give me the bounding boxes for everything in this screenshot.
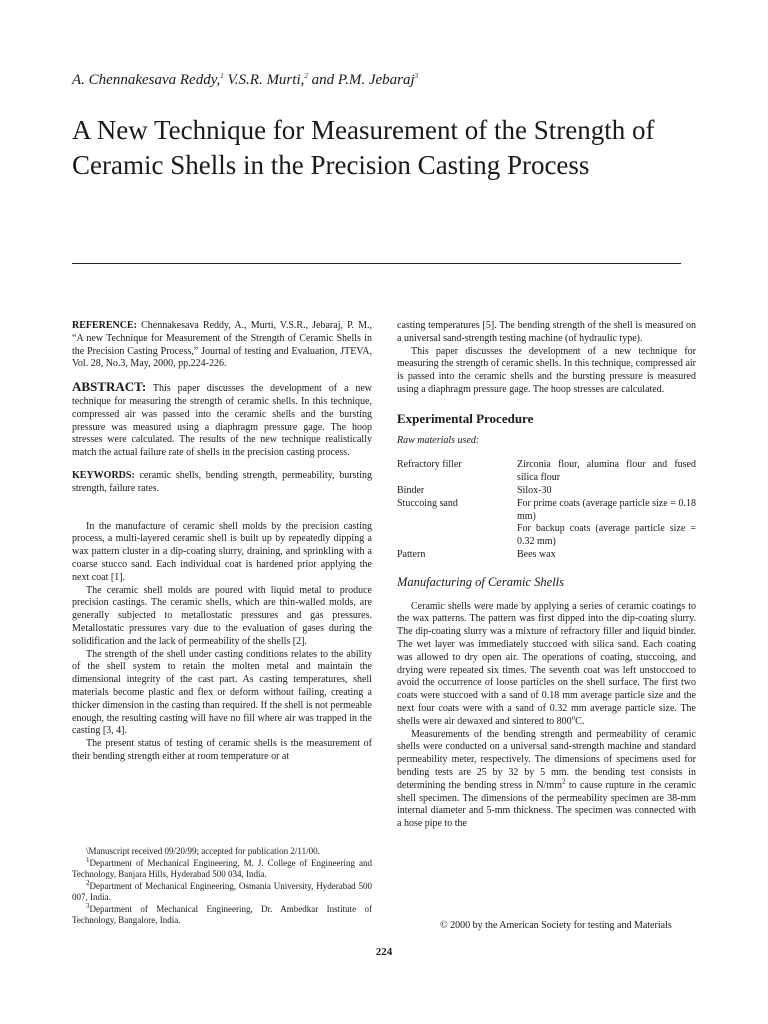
left-column	[72, 320, 372, 764]
material-name: Stuccoing sand	[397, 497, 458, 509]
author-line	[72, 72, 418, 89]
footnote-3	[72, 901, 372, 927]
manufacturing-paragraph-1	[397, 601, 696, 729]
table-row	[397, 459, 696, 485]
intro-purpose-paragraph: This paper discusses the development of a new technique for measuring the strength of ceramic shells. In this technique, compressed air is passed into the ceramic shells and the bursting pressure is measured using a diaphragm pressure gage. The hoop stresses are calculated.	[397, 345, 696, 395]
page-number: 224	[375, 946, 393, 958]
subsection-heading-manufacturing: Manufacturing of Ceramic Shells	[397, 574, 564, 589]
intro-paragraph-1: In the manufacture of ceramic shell molds by the precision casting process, a multi-layered ceramic shell is built up by repeatedly dipping a wax pattern cluster in a dip-coating slurry, draining, and sprinkling with a coarse stucco sand. Each individual coat is hardened prior applying the next coat [1].	[72, 520, 372, 583]
footnote-1-mark: 1	[86, 855, 90, 864]
manufacturing-text-2a: Measurements of the bending strength and permeability of ceramic shells were conducted on a universal sand-strength machine and standard permeability meter, respectively. The dimensions of specimens used for bending tests are 25 by 32 by 5 mm. the bending test consists in determining the bending stress in N/mm	[397, 728, 696, 791]
intro-paragraph-4: The present status of testing of ceramic shells is the measurement of their bending strength either at room temperature or at	[72, 738, 372, 762]
material-value: Zirconia flour, alumina flour and fused silica flour	[517, 459, 696, 484]
manuscript-received-note: \Manuscript received 09/20/99; accepted for publication 2/11/00.	[86, 846, 320, 856]
reference-label: REFERENCE:	[72, 320, 138, 331]
section-heading-experimental: Experimental Procedure	[397, 410, 534, 426]
author-2-affil: 2	[304, 72, 308, 80]
degree-sup: o	[571, 713, 576, 722]
keywords-text: ceramic shells, bending strength, permeability, bursting strength, failure rates.	[72, 469, 372, 494]
author-3-affil: 3	[414, 72, 419, 80]
intro-paragraph-3: The strength of the shell under casting conditions relates to the ability of the shell system to retain the molten metal and maintain the dimensional integrity of the cast part. As casting temperatures, shell materials become plastic and flex or deform without failing, creating a thicker dimension in the casting than required. If the shell is not permeable enough, the resulting casting will have no fill where air was trapped in the casting [3, 4].	[72, 648, 372, 737]
intro-paragraph-2: The ceramic shell molds are poured with liquid metal to produce precision castings. The ceramic shells, which are thin-walled molds, are generally subjected to metallostatic pressures and gas pressures. Metallostatic pressures vary due to the evaluation of gases during the solidification and the lack of permeability of the shells [2].	[72, 584, 372, 647]
abstract-label: ABSTRACT:	[72, 379, 147, 395]
author-1-affil: 1	[220, 72, 224, 80]
squared-sup: 2	[562, 777, 566, 786]
footnote-1-text: Department of Mechanical Engineering, M. J. College of Engineering and Technology, Banjara Hills, Hyderabad 500 034, India.	[72, 857, 372, 879]
footnote-2-text: Department of Mechanical Engineering, Osmania University, Hyderabad 500 007, India.	[72, 880, 372, 902]
reference-paragraph	[72, 320, 372, 371]
keywords-paragraph	[72, 470, 372, 496]
material-value: Silox-30	[517, 484, 552, 496]
material-value: For prime coats (average particle size = 0.18 mm)	[517, 497, 696, 522]
abstract-paragraph	[72, 381, 372, 460]
raw-materials-table	[397, 459, 696, 561]
material-name: Pattern	[397, 548, 426, 560]
table-row	[397, 485, 696, 498]
table-row	[397, 523, 696, 549]
material-value: Bees wax	[517, 548, 556, 560]
footnote-2-mark: 2	[86, 878, 90, 887]
footnote-1	[72, 855, 372, 881]
footnote-2	[72, 878, 372, 904]
manufacturing-paragraph-2	[397, 729, 696, 831]
table-row	[397, 549, 696, 562]
author-3: and P.M. Jebaraj	[307, 72, 415, 88]
manufacturing-text-1b: C.	[575, 715, 585, 727]
table-row	[397, 498, 696, 524]
footnote-3-mark: 3	[86, 901, 90, 910]
title-rule	[72, 263, 681, 264]
material-name	[397, 523, 517, 549]
paper-title: A New Technique for Measurement of the Strength of Ceramic Shells in the Precision Casting Process	[72, 115, 655, 180]
footnote-3-text: Department of Mechanical Engineering, Dr. Ambedkar Institute of Technology, Bangalore, India.	[72, 903, 372, 925]
keywords-label: KEYWORDS:	[72, 469, 135, 481]
raw-materials-label: Raw materials used:	[397, 434, 480, 446]
author-2: V.S.R. Murti,	[223, 72, 305, 88]
copyright-notice: © 2000 by the American Society for testing and Materials	[440, 920, 672, 931]
manufacturing-text-2b: to cause rupture in the ceramic shell specimen. The dimensions of the permeability specimen are 38-mm internal diameter and 5-mm thickness. The specimen was connected with a hose pipe to the	[397, 779, 697, 830]
material-name: Binder	[397, 484, 425, 496]
material-value: For backup coats (average particle size = 0.32 mm)	[517, 523, 696, 548]
right-column	[397, 320, 696, 831]
manufacturing-text-1a: Ceramic shells were made by applying a series of ceramic coatings to the wax patterns. The pattern was first dipped into the dip-coating slurry. The dip-coating slurry was a mixture of refractory filler and liquid binder. The wet layer was immediately stuccoed with silica sand. Each coating was allowed to dry open air. The operations of coating, stuccoing, and drying were repeated six times. The seventh coat was left unstoccoed to avoid the occurrence of loose particles on the shell surface. The first two coats were stuccoed with a sand of 0.18 mm average particle size and the next four coats were with a sand of 0.32 mm average particle size. The shells were air dewaxed and sintered to 800	[397, 600, 696, 727]
footnotes	[72, 846, 372, 927]
material-name: Refractory filler	[397, 459, 462, 471]
abstract-text: This paper discusses the development of a new technique for measuring the strength of ceramic shells. In this technique, compressed air was passed into the ceramic shells and the bursting pressure was measured using a diaphragm pressure gage. The hoop stresses were calculated. The results of the new technique realistically match the actual failure rate of shells in the precision casting process.	[72, 383, 372, 459]
intro-continued-paragraph: casting temperatures [5]. The bending strength of the shell is measured on a universal sand-strength testing machine (of hydraulic type).	[397, 320, 696, 344]
author-1: A. Chennakesava Reddy,	[72, 72, 221, 88]
reference-text: Chennakesava Reddy, A., Murti, V.S.R., Jebaraj, P. M., “A new Technique for Measurement of the Strength of Ceramic Shells in the Precision Casting Process,” Journal of testing and Evaluation, JTEVA, Vol. 28, No.3, May, 2000, pp.224-226.	[72, 320, 372, 370]
